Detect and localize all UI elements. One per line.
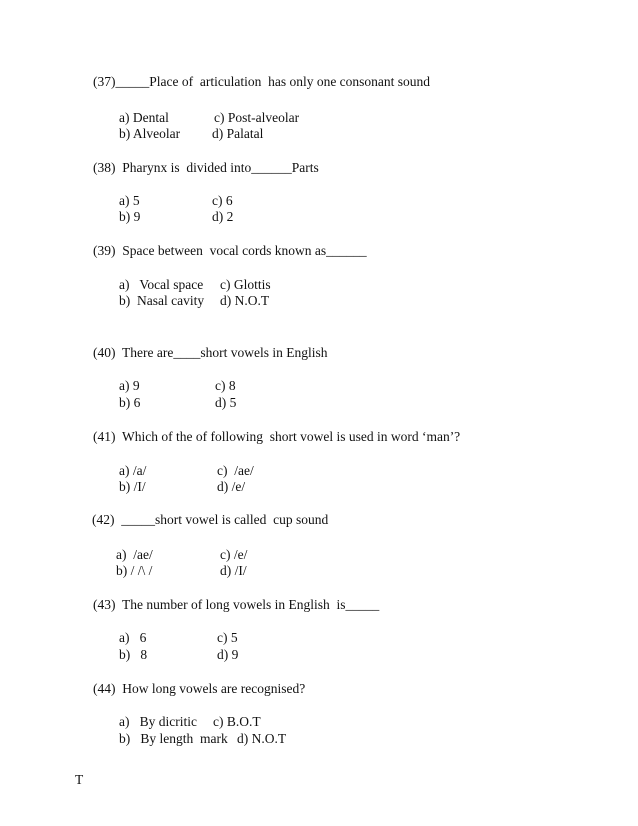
option-c: c) 8 [215,378,236,393]
option-c: c) Glottis [220,277,271,292]
option-a: a) /a/ [119,463,147,478]
question-text: (39) Space between vocal cords known as______ [93,243,367,258]
option-d: d) 5 [215,395,237,410]
option-c: c) /e/ [220,547,248,562]
option-a: a) 9 [119,378,140,393]
question-text: (40) There are____short vowels in English [93,345,328,360]
option-c: c) 5 [217,630,238,645]
option-b: b) By length mark [119,731,228,746]
question-text: (38) Pharynx is divided into______Parts [93,160,319,175]
option-b: b) 6 [119,395,141,410]
page-footer-text: T [75,772,84,787]
option-d: d) /I/ [220,563,247,578]
option-b: b) 9 [119,209,141,224]
question-text: (37)_____Place of articulation has only one consonant sound [93,74,431,89]
option-d: d) N.O.T [220,293,270,308]
option-d: d) N.O.T [237,731,287,746]
option-c: c) 6 [212,193,233,208]
option-d: d) /e/ [217,479,246,494]
option-b: b) /I/ [119,479,146,494]
option-d: d) 2 [212,209,234,224]
option-a: a) 6 [119,630,147,645]
option-a: a) /ae/ [116,547,153,562]
option-a: a) Vocal space [119,277,204,292]
question-text: (41) Which of the of following short vowel is used in word ‘man’? [93,429,461,444]
option-a: a) Dental [119,110,169,125]
option-c: c) Post-alveolar [214,110,300,125]
question-text: (43) The number of long vowels in English is_____ [93,597,380,612]
option-d: d) Palatal [212,126,264,141]
question-text: (44) How long vowels are recognised? [93,681,306,696]
option-c: c) B.O.T [213,714,261,729]
question-text: (42) _____short vowel is called cup sound [92,512,329,527]
option-a: a) By dicritic [119,714,197,729]
option-b: b) Alveolar [119,126,181,141]
option-a: a) 5 [119,193,140,208]
option-d: d) 9 [217,647,239,662]
option-b: b) / /\ / [116,563,153,578]
option-c: c) /ae/ [217,463,254,478]
option-b: b) Nasal cavity [119,293,205,308]
option-b: b) 8 [119,647,148,662]
